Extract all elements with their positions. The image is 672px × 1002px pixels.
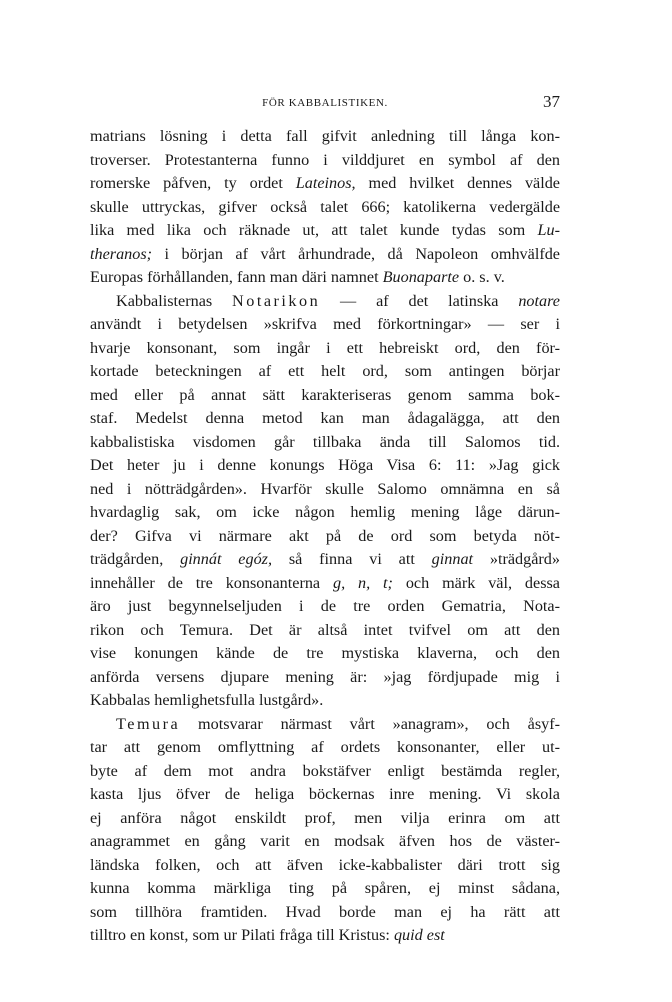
text-segment: kortade beteckningen af ett helt ord, som antingen börjar [90,362,560,380]
text-segment: anagrammet en gång varit en modsak äfven hos de väster- [90,832,560,850]
text-segment: ländska folken, och att äfven icke-kabbalister däri trott sig [90,855,560,874]
text-line [90,830,560,854]
text-segment: motsvarar närmast vårt »anagram», och åsyf- [180,714,560,733]
text-segment: matrians lösning i detta fall gifvit anledning till långa kon- [90,127,560,145]
italic-segment: notare [518,291,560,310]
text-segment: i början af vårt århundrade, då Napoleon omhvälfde [152,244,560,263]
text-segment: hvardaglig sak, om icke någon hemlig mening låge därun- [90,503,560,521]
text-segment: som tillhöra framtiden. Hvad borde man ej ha rätt att [90,902,560,921]
text-segment: vise konungen kände de tre mystiska klaverna, och den [90,644,560,662]
text-line [90,454,560,478]
text-line [90,172,560,196]
text-segment: äro just begynnelseljuden i de tre orden Gematria, Nota- [90,597,560,615]
text-line [90,149,560,173]
text-segment: kunna komma märkliga ting på spåren, ej minst sådana, [90,879,560,897]
text-line [90,290,560,314]
text-segment: romerske påfven, ty ordet [90,174,296,192]
text-segment: trädgården, [90,550,181,568]
text-line [90,125,560,149]
spaced-term: Temura [116,714,181,733]
text-line [90,525,560,549]
text-line [90,501,560,525]
text-segment: så finna vi att [272,550,432,568]
body-text [90,125,560,948]
text-segment: anförda versens djupare mening är: »jag fördjupade mig i [90,667,560,686]
text-segment: Kabbalisternas [116,291,233,310]
italic-segment: Lu- [537,221,560,239]
text-segment: tar att genom omflyttning af ordets konsonanter, eller ut- [90,738,560,756]
text-segment: med hvilket dennes välde [355,174,560,192]
text-segment: skulle uttryckas, gifver också talet 666; katolikerna vedergälde [90,197,560,216]
text-segment: Europas förhållanden, fann man däri namnet [90,268,383,286]
italic-segment: Buonaparte [382,268,460,286]
running-head-title: FÖR KABBALISTIKEN. [262,97,388,109]
text-segment: kabbalistiska visdomen går tillbaka ända till Salomos tid. [90,432,560,451]
text-line [90,478,560,502]
text-line [90,619,560,643]
page-number: 37 [543,92,560,111]
text-line [90,219,560,243]
text-line [90,642,560,666]
text-segment: användt i betydelsen »skrifva med förkortningar» — ser i [90,315,560,333]
text-line [90,384,560,408]
text-line [90,407,560,431]
text-segment: Kabbalas hemlighetsfulla lustgård». [90,691,324,709]
text-segment: byte af dem mot andra bokstäfver enligt bestämda regler, [90,761,560,780]
text-line [90,736,560,760]
text-segment: hvarje konsonant, som ingår i ett hebreiskt ord, den för- [90,338,560,357]
text-line [90,877,560,901]
running-head [90,93,560,113]
text-segment: rikon och Temura. Det är altså intet tvifvel om att den [90,620,560,639]
text-line [90,760,560,784]
text-segment: »trädgård» [473,550,560,568]
text-line [90,548,560,572]
text-line [90,713,560,737]
italic-segment: ginnat [431,550,474,568]
text-line [90,783,560,807]
italic-segment: quid est [393,926,445,944]
text-segment: tilltro en konst, som ur Pilati fråga till Kristus: [90,926,394,944]
text-line [90,666,560,690]
text-segment: och märk väl, dessa [392,573,560,592]
text-line [90,313,560,337]
italic-segment: ginnát egóz, [180,550,273,568]
text-line [90,595,560,619]
text-segment: innehåller de tre konsonanterna [90,573,333,592]
text-segment: — af det latinska [320,291,519,310]
text-segment: med eller på annat sätt karakteriseras genom samma bok- [90,385,560,404]
text-segment: troverser. Protestanterna funno i vilddjuret en symbol af den [90,150,560,169]
text-segment: ned i nötträdgården». Hvarför skulle Salomo omnämna en så [90,479,560,498]
italic-segment: g, n, t; [333,573,393,592]
text-segment: staf. Medelst denna metod kan man ådagalägga, att den [90,409,560,427]
text-line [90,924,560,948]
text-segment: der? Gifva vi närmare akt på de ord som betyda nöt- [90,526,560,545]
text-line [90,243,560,267]
text-line [90,807,560,831]
text-line [90,689,560,713]
italic-segment: theranos; [90,244,153,263]
spaced-term: Notarikon [232,291,321,310]
text-line [90,431,560,455]
text-line [90,337,560,361]
text-line [90,901,560,925]
text-line [90,854,560,878]
italic-segment: Lateinos, [295,174,356,192]
text-segment: ej anföra något enskildt prof, men vilja erinra om att [90,808,560,827]
text-segment: kasta ljus öfver de heliga böckernas inre mening. Vi skola [90,785,560,803]
text-line [90,572,560,596]
text-line [90,196,560,220]
text-line [90,360,560,384]
text-segment: Det heter ju i denne konungs Höga Visa 6: 11: »Jag gick [90,456,560,474]
text-segment: lika med lika och räknade ut, att talet kunde tydas som [90,221,538,239]
text-segment: o. s. v. [459,268,505,286]
text-line [90,266,560,290]
